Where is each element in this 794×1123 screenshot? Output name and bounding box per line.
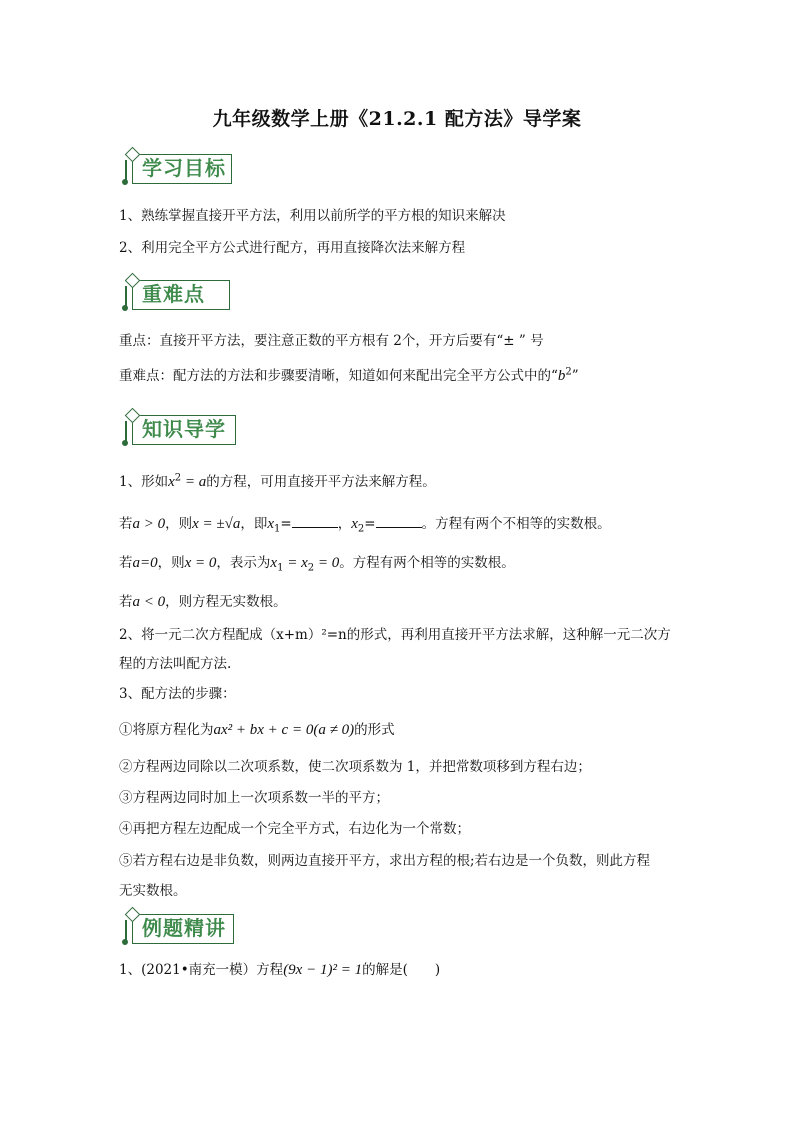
text: 。方程有两个不相等的实数根。 — [421, 516, 611, 532]
difficult-text: 重难点：配方法的方法和步骤要清晰，知道如何来配出完全平方公式中的“ — [119, 368, 558, 384]
math-equation: ax² + bx + c = 0 — [213, 722, 314, 738]
objective-item: 1、熟练掌握直接开平方法，利用以前所学的平方根的知识来解决 — [119, 208, 506, 224]
math-sup: 2 — [174, 472, 182, 484]
math-solution: x = ±√a — [192, 516, 241, 532]
text: 若 — [119, 555, 133, 571]
math-sub: 2 — [357, 523, 365, 535]
example-question-1 — [119, 960, 440, 980]
math-sub: 2 — [307, 562, 315, 574]
text: 的解是( ) — [362, 962, 441, 978]
text: ①将原方程化为 — [119, 722, 214, 738]
text: 1、(2021•南充一模）方程 — [119, 962, 284, 978]
math-eq: = — [283, 555, 302, 571]
key-point-text: 重点：直接开平方法，要注意正数的平方根有 2个，开方后要有“± ” 号 — [119, 333, 544, 349]
guide-line-4 — [119, 592, 287, 612]
text: ，即 — [240, 516, 268, 532]
math-eq: = 0 — [314, 555, 340, 571]
difficult-point-text — [119, 366, 579, 386]
text: 若 — [119, 516, 133, 532]
text: ，则方程无实数根。 — [165, 594, 287, 610]
step-3: ③方程两边同时加上一次项系数一半的平方； — [119, 790, 389, 806]
text: = — [364, 516, 376, 532]
header-dot-icon — [122, 939, 128, 945]
text: 。方程有两个相等的实数根。 — [339, 555, 515, 571]
text: 1、形如 — [119, 474, 169, 490]
text: 若 — [119, 594, 133, 610]
math-x2: x — [301, 555, 308, 571]
objective-item: 2、利用完全平方公式进行配方，再用直接降次法来解方程 — [119, 240, 466, 256]
math-x2: x — [351, 516, 358, 532]
guide-line-7: 3、配方法的步骤： — [119, 686, 236, 702]
difficult-text-end: ” — [571, 368, 579, 384]
section-header-guide — [124, 413, 244, 447]
fill-blank[interactable] — [292, 513, 338, 528]
guide-line-5: 2、将一元二次方程配成（x+m）²=n的形式，再利用直接开平方法求解，这种解一元二次方 — [119, 627, 671, 643]
section-heading: 学习目标 — [142, 156, 226, 180]
section-heading: 知识导学 — [142, 417, 226, 441]
math-condition: (a ≠ 0) — [313, 722, 355, 738]
math-cond: a > 0 — [132, 516, 166, 532]
header-dot-icon — [122, 179, 128, 185]
guide-line-2 — [119, 513, 611, 534]
step-4: ④再把方程左边配成一个完全平方式，右边化为一个常数； — [119, 821, 470, 837]
page-title: 九年级数学上册《21.2.1 配方法》导学案 — [212, 108, 582, 130]
section-heading: 重难点 — [142, 282, 205, 306]
section-heading: 例题精讲 — [142, 916, 226, 940]
text: ，则 — [165, 516, 193, 532]
math-cond: a < 0 — [132, 594, 166, 610]
separator: ， — [337, 516, 352, 532]
math-eq: = a — [181, 474, 207, 490]
math-cond: a=0 — [132, 555, 158, 571]
math-x1: x — [270, 555, 278, 571]
step-6: 无实数根。 — [119, 883, 187, 899]
math-b: b — [557, 368, 566, 384]
step-1 — [119, 720, 395, 740]
guide-line-3 — [119, 553, 515, 573]
header-dot-icon — [122, 440, 128, 446]
math-equation: (9x − 1)² = 1 — [283, 962, 363, 978]
section-header-keypoints — [124, 278, 234, 312]
math-x: x — [168, 474, 175, 490]
text: ，则 — [157, 555, 185, 571]
text: ，表示为 — [216, 555, 271, 571]
guide-line-6: 程的方法叫配方法. — [119, 656, 232, 672]
step-5: ⑤若方程右边是非负数，则两边直接开平方，求出方程的根;若右边是一个负数，则此方程 — [119, 853, 651, 869]
math-x1: x — [267, 516, 275, 532]
text: = — [280, 516, 292, 532]
math-solution: x = 0 — [184, 555, 217, 571]
guide-line-1 — [119, 472, 436, 492]
header-dot-icon — [122, 305, 128, 311]
fill-blank[interactable] — [376, 513, 422, 528]
math-sub: 1 — [274, 523, 281, 535]
step-2: ②方程两边同除以二次项系数，使二次项系数为 1，并把常数项移到方程右边； — [119, 759, 591, 775]
section-header-examples — [124, 912, 244, 946]
math-sub: 1 — [277, 562, 284, 574]
section-header-objectives — [124, 152, 234, 186]
text: 的方程，可用直接开平方法来解方程。 — [206, 474, 436, 490]
text: 的形式 — [354, 722, 395, 738]
math-sup: 2 — [565, 366, 572, 378]
